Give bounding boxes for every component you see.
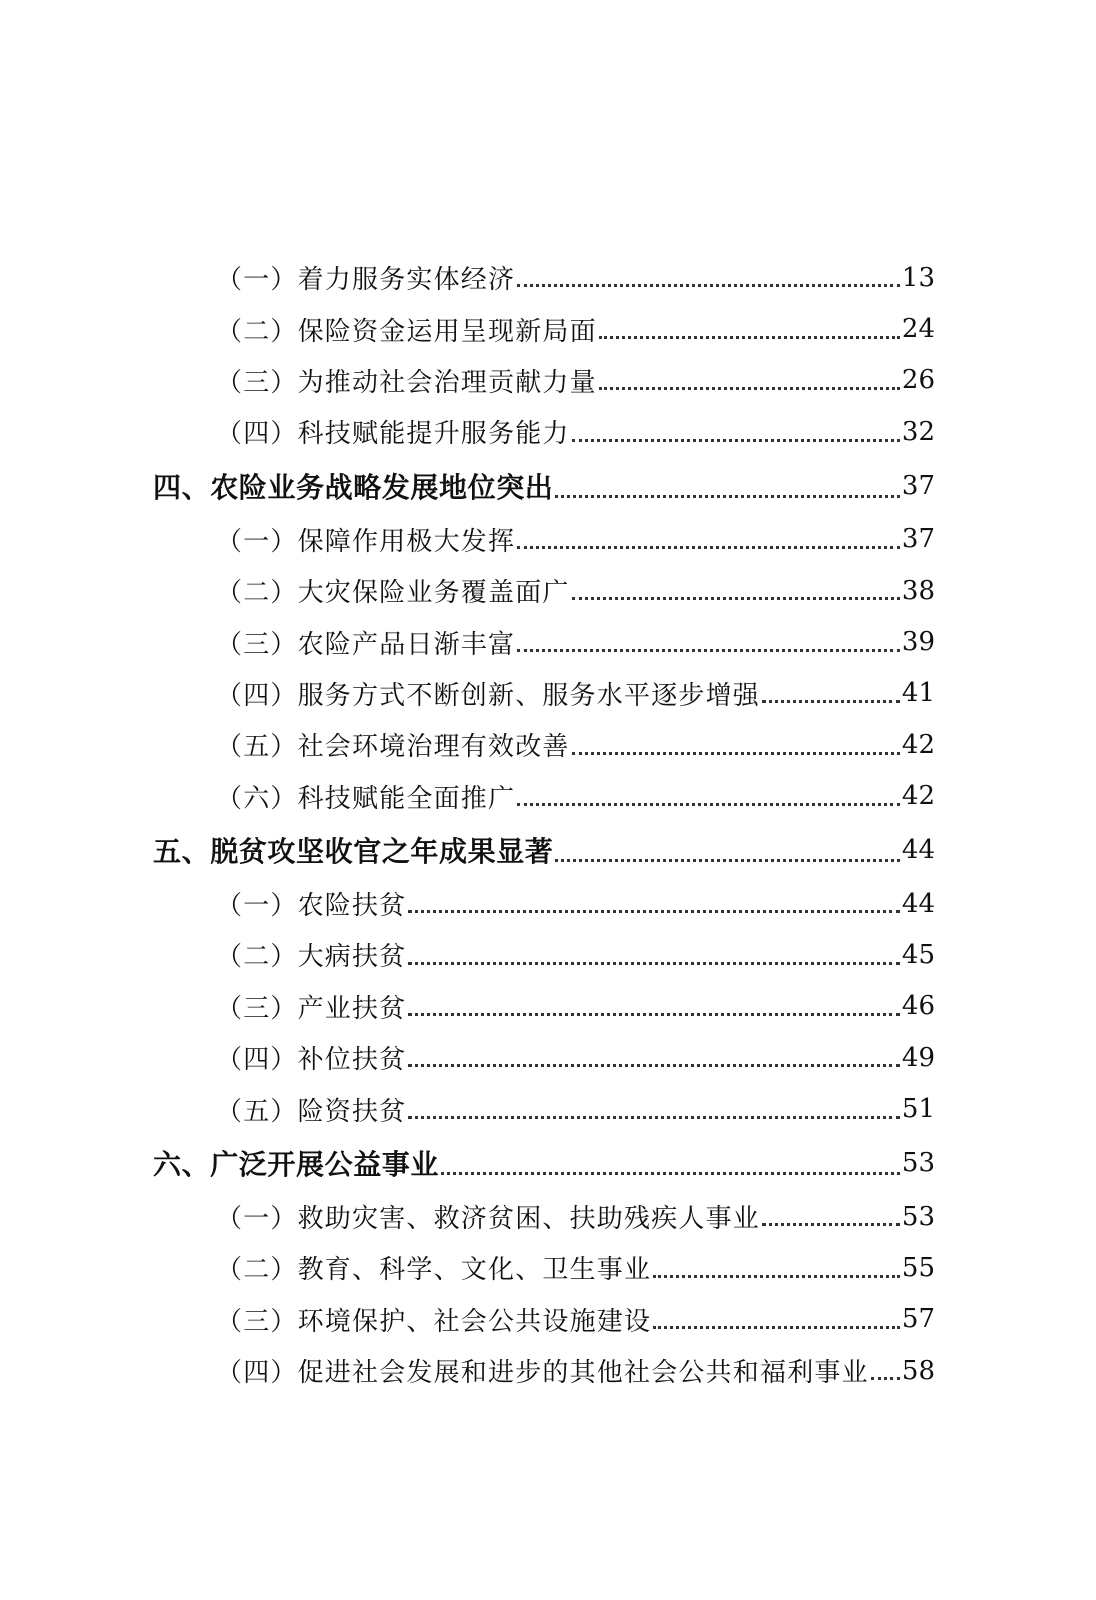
toc-subsection-entry — [0, 1294, 935, 1345]
toc-subsection-entry — [0, 406, 935, 457]
toc-subsection-entry — [0, 771, 935, 822]
toc-dot-leader — [517, 283, 900, 287]
toc-page-number: 53 — [901, 1201, 935, 1232]
toc-entry-title: （四）科技赋能提升服务能力 — [216, 413, 570, 450]
toc-entry-title: （四）补位扶贫 — [216, 1039, 406, 1076]
toc-subsection-entry — [0, 252, 935, 303]
toc-dot-leader — [572, 596, 900, 600]
toc-subsection-entry — [0, 303, 935, 354]
toc-page-number: 45 — [901, 939, 935, 970]
toc-entry-title: （二）大灾保险业务覆盖面广 — [216, 572, 570, 609]
toc-entry-title: （四）服务方式不断创新、服务水平逐步增强 — [216, 675, 760, 712]
toc-dot-leader — [653, 1274, 900, 1278]
toc-dot-leader — [517, 545, 900, 549]
toc-subsection-entry — [0, 1242, 935, 1293]
toc-subsection-entry — [0, 719, 935, 770]
toc-page-number: 42 — [901, 729, 935, 760]
table-of-contents — [0, 252, 1096, 1396]
toc-page-number: 55 — [901, 1252, 935, 1283]
toc-subsection-entry — [0, 1083, 935, 1134]
toc-entry-title: （三）农险产品日渐丰富 — [216, 624, 515, 661]
toc-entry-title: 五、脱贫攻坚收官之年成果显著 — [153, 830, 553, 870]
toc-entry-title: （二）教育、科学、文化、卫生事业 — [216, 1249, 651, 1286]
toc-section-entry — [0, 822, 935, 878]
toc-section-entry — [0, 1135, 935, 1191]
toc-dot-leader — [555, 494, 900, 498]
toc-page-number: 32 — [901, 416, 935, 447]
toc-page-number: 37 — [901, 524, 935, 555]
toc-dot-leader — [441, 1171, 900, 1175]
toc-entry-title: （二）保险资金运用呈现新局面 — [216, 311, 597, 348]
toc-dot-leader — [517, 802, 900, 806]
toc-subsection-entry — [0, 1032, 935, 1083]
toc-dot-leader — [517, 648, 900, 652]
toc-dot-leader — [572, 438, 900, 442]
toc-subsection-entry — [0, 668, 935, 719]
toc-entry-title: （一）救助灾害、救济贫困、扶助残疾人事业 — [216, 1198, 760, 1235]
toc-entry-title: （二）大病扶贫 — [216, 936, 406, 973]
toc-page-number: 41 — [901, 678, 935, 709]
toc-entry-title: （四）促进社会发展和进步的其他社会公共和福利事业 — [216, 1352, 869, 1389]
toc-page-number: 53 — [901, 1147, 935, 1178]
toc-entry-title: （六）科技赋能全面推广 — [216, 778, 515, 815]
toc-entry-title: 四、农险业务战略发展地位突出 — [153, 466, 553, 506]
toc-subsection-entry — [0, 929, 935, 980]
toc-entry-title: （五）社会环境治理有效改善 — [216, 726, 570, 763]
toc-subsection-entry — [0, 616, 935, 667]
toc-entry-title: （一）着力服务实体经济 — [216, 259, 515, 296]
toc-page-number: 42 — [901, 781, 935, 812]
toc-page-number: 57 — [901, 1304, 935, 1335]
toc-page-number: 58 — [901, 1355, 935, 1386]
toc-dot-leader — [408, 1063, 900, 1067]
toc-page-number: 44 — [901, 834, 935, 865]
toc-page-number: 46 — [901, 991, 935, 1022]
toc-section-entry — [0, 458, 935, 514]
toc-page-number: 26 — [901, 365, 935, 396]
toc-entry-title: （三）为推动社会治理贡献力量 — [216, 362, 597, 399]
toc-entry-title: （三）环境保护、社会公共设施建设 — [216, 1301, 651, 1338]
toc-dot-leader — [599, 386, 900, 390]
toc-subsection-entry — [0, 355, 935, 406]
toc-subsection-entry — [0, 981, 935, 1032]
toc-dot-leader — [555, 858, 900, 862]
toc-page-number: 13 — [901, 262, 935, 293]
toc-page-number: 49 — [901, 1042, 935, 1073]
toc-page-number: 39 — [901, 627, 935, 658]
toc-entry-title: （一）农险扶贫 — [216, 885, 406, 922]
toc-dot-leader — [653, 1325, 900, 1329]
toc-page-number: 24 — [901, 314, 935, 345]
toc-page-number: 37 — [901, 470, 935, 501]
toc-page-number: 51 — [901, 1094, 935, 1125]
toc-entry-title: （三）产业扶贫 — [216, 988, 406, 1025]
toc-subsection-entry — [0, 565, 935, 616]
toc-dot-leader — [408, 1115, 900, 1119]
toc-subsection-entry — [0, 1191, 935, 1242]
toc-entry-title: （一）保障作用极大发挥 — [216, 521, 515, 558]
toc-subsection-entry — [0, 878, 935, 929]
toc-dot-leader — [408, 961, 900, 965]
toc-dot-leader — [762, 1222, 900, 1226]
toc-dot-leader — [871, 1376, 900, 1380]
toc-page-number: 44 — [901, 888, 935, 919]
toc-dot-leader — [572, 751, 900, 755]
toc-dot-leader — [762, 699, 900, 703]
toc-page-number: 38 — [901, 575, 935, 606]
toc-subsection-entry — [0, 514, 935, 565]
toc-dot-leader — [599, 335, 900, 339]
toc-entry-title: 六、广泛开展公益事业 — [153, 1143, 439, 1183]
toc-subsection-entry — [0, 1345, 935, 1396]
toc-dot-leader — [408, 1012, 900, 1016]
toc-entry-title: （五）险资扶贫 — [216, 1091, 406, 1128]
toc-dot-leader — [408, 909, 900, 913]
